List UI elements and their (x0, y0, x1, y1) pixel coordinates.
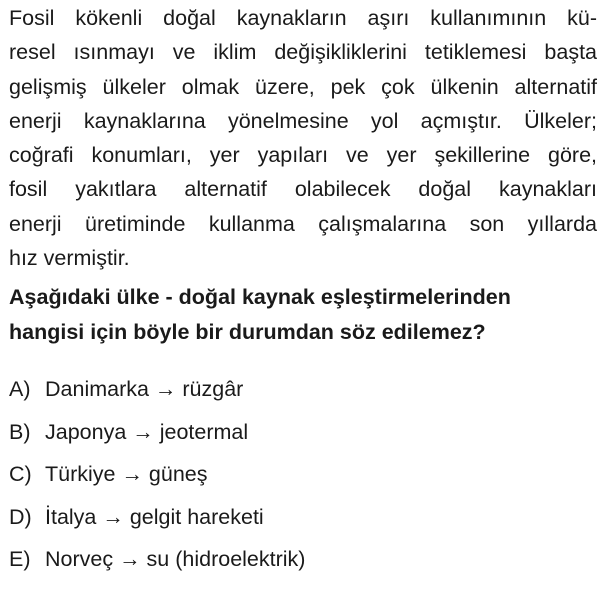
passage-line: Fosil kökenli doğal kaynakların aşırı kullanımının kü- (9, 6, 597, 30)
option-text: İtalya → gelgit hareketi (45, 504, 264, 529)
option-e[interactable] (9, 544, 597, 587)
option-a[interactable] (9, 374, 597, 417)
option-letter: C) (9, 462, 32, 487)
option-d[interactable] (9, 502, 597, 545)
option-c[interactable] (9, 459, 597, 502)
option-text: Norveç → su (hidroelektrik) (45, 547, 306, 572)
option-text: Türkiye → güneş (45, 462, 208, 487)
option-text: Japonya → jeotermal (45, 419, 249, 444)
option-letter: D) (9, 504, 32, 529)
passage-line: coğrafi konumları, yer yapıları ve yer şekillerine göre, (9, 143, 597, 168)
passage-line: fosil yakıtlara alternatif olabilecek doğal kaynakları (9, 177, 597, 202)
passage-line: hız vermiştir. (9, 246, 130, 271)
passage-line: enerji kaynaklarına yönelmesine yol açmıştır. Ülkeler; (9, 108, 597, 133)
question-line: hangisi için böyle bir durumdan söz edilemez? (9, 320, 486, 345)
option-text: Danimarka → rüzgâr (45, 377, 244, 402)
passage-line: gelişmiş ülkeler olmak üzere, pek çok ülkenin alternatif (9, 74, 597, 99)
option-letter: B) (9, 419, 31, 444)
question-line: Aşağıdaki ülke - doğal kaynak eşleştirmelerinden (9, 285, 511, 310)
answer-options (9, 374, 597, 587)
passage-line: enerji üretiminde kullanma çalışmalarına son yıllarda (9, 211, 597, 236)
question-stem (9, 280, 597, 350)
passage-text (9, 0, 597, 275)
option-b[interactable] (9, 417, 597, 460)
option-letter: A) (9, 377, 31, 402)
question-page (9, 0, 597, 587)
option-letter: E) (9, 547, 31, 572)
passage-line: resel ısınmayı ve iklim değişikliklerini tetiklemesi başta (9, 40, 597, 65)
